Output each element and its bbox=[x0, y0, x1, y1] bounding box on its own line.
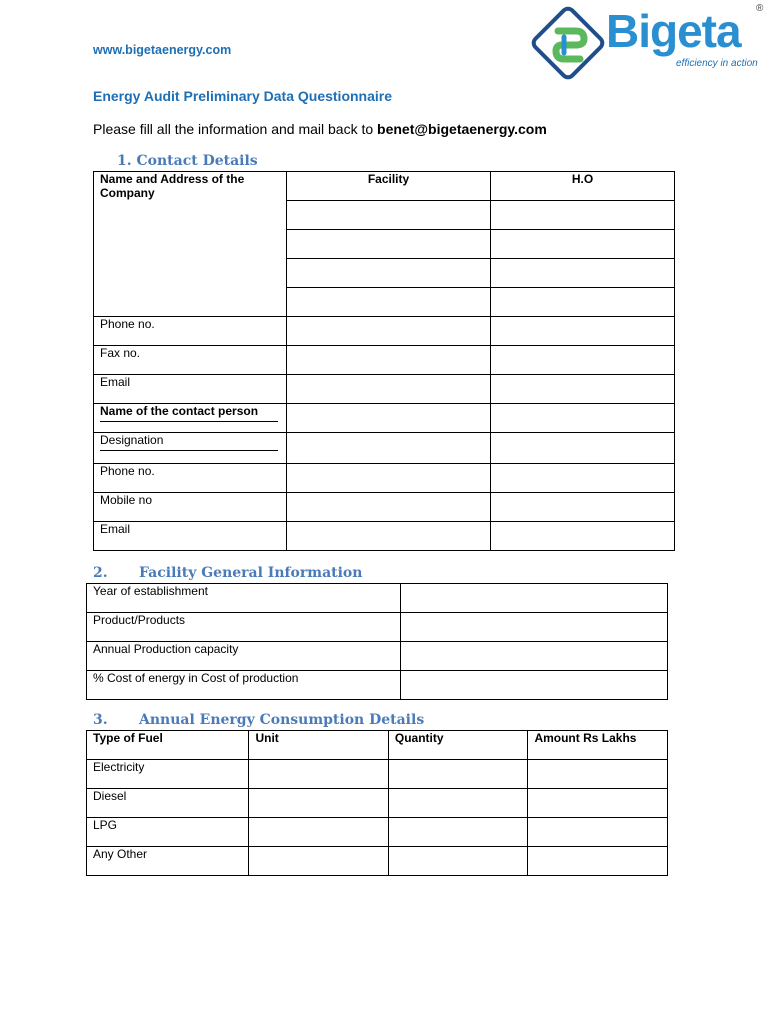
amount-cell[interactable] bbox=[528, 760, 668, 789]
quantity-cell[interactable] bbox=[388, 789, 528, 818]
contact-person-text: Name of the contact person bbox=[100, 404, 278, 422]
year-established-label: Year of establishment bbox=[87, 584, 401, 613]
amount-cell[interactable] bbox=[528, 818, 668, 847]
designation-text: Designation bbox=[100, 433, 278, 451]
contact-person-facility-cell[interactable] bbox=[287, 404, 491, 433]
section-3-title: Annual Energy Consumption Details bbox=[139, 712, 425, 728]
mobile-label: Mobile no bbox=[94, 493, 287, 522]
unit-cell[interactable] bbox=[249, 847, 388, 876]
section-2-title: Facility General Information bbox=[139, 565, 363, 581]
section-1-title: Contact Details bbox=[136, 153, 258, 169]
company-ho-cell[interactable] bbox=[491, 259, 675, 288]
production-capacity-cell[interactable] bbox=[401, 642, 668, 671]
email-ho-cell[interactable] bbox=[491, 375, 675, 404]
production-capacity-label: Annual Production capacity bbox=[87, 642, 401, 671]
contact-email-label: Email bbox=[94, 522, 287, 551]
unit-cell[interactable] bbox=[249, 760, 388, 789]
contact-person-ho-cell[interactable] bbox=[491, 404, 675, 433]
section-3-heading bbox=[93, 712, 424, 728]
company-name-address-label: Name and Address of the Company bbox=[94, 172, 287, 317]
fax-facility-cell[interactable] bbox=[287, 346, 491, 375]
amount-cell[interactable] bbox=[528, 789, 668, 818]
year-established-cell[interactable] bbox=[401, 584, 668, 613]
energy-consumption-table bbox=[86, 730, 668, 876]
bigeta-logo bbox=[528, 3, 768, 89]
section-3-number: 3. bbox=[93, 712, 108, 728]
contact-person-label bbox=[94, 404, 287, 433]
contact-phone-label: Phone no. bbox=[94, 464, 287, 493]
fuel-other-label: Any Other bbox=[87, 847, 249, 876]
mobile-facility-cell[interactable] bbox=[287, 493, 491, 522]
logo-wordmark: Bigeta bbox=[606, 5, 741, 57]
fuel-electricity-label: Electricity bbox=[87, 760, 249, 789]
company-facility-cell[interactable] bbox=[287, 259, 491, 288]
fax-ho-cell[interactable] bbox=[491, 346, 675, 375]
column-header-facility: Facility bbox=[287, 172, 491, 201]
company-facility-cell[interactable] bbox=[287, 288, 491, 317]
bigeta-logo-icon bbox=[528, 3, 608, 89]
fax-label: Fax no. bbox=[94, 346, 287, 375]
email-label: Email bbox=[94, 375, 287, 404]
designation-label bbox=[94, 433, 287, 464]
company-ho-cell[interactable] bbox=[491, 230, 675, 259]
document-title: Energy Audit Preliminary Data Questionnaire bbox=[93, 88, 393, 104]
fuel-diesel-label: Diesel bbox=[87, 789, 249, 818]
email-facility-cell[interactable] bbox=[287, 375, 491, 404]
fuel-lpg-label: LPG bbox=[87, 818, 249, 847]
amount-cell[interactable] bbox=[528, 847, 668, 876]
designation-ho-cell[interactable] bbox=[491, 433, 675, 464]
products-label: Product/Products bbox=[87, 613, 401, 642]
contact-email-facility-cell[interactable] bbox=[287, 522, 491, 551]
column-header-amount: Amount Rs Lakhs bbox=[528, 731, 668, 760]
section-1-heading bbox=[117, 153, 258, 169]
phone-label: Phone no. bbox=[94, 317, 287, 346]
quantity-cell[interactable] bbox=[388, 847, 528, 876]
contact-details-table bbox=[93, 171, 675, 551]
unit-cell[interactable] bbox=[249, 818, 388, 847]
contact-phone-ho-cell[interactable] bbox=[491, 464, 675, 493]
energy-cost-cell[interactable] bbox=[401, 671, 668, 700]
instruction-lead: Please fill all the information and mail back to bbox=[93, 121, 378, 137]
unit-cell[interactable] bbox=[249, 789, 388, 818]
section-2-heading bbox=[93, 565, 362, 581]
mobile-ho-cell[interactable] bbox=[491, 493, 675, 522]
products-cell[interactable] bbox=[401, 613, 668, 642]
facility-info-table bbox=[86, 583, 668, 700]
company-ho-cell[interactable] bbox=[491, 201, 675, 230]
company-facility-cell[interactable] bbox=[287, 230, 491, 259]
column-header-ho: H.O bbox=[491, 172, 675, 201]
quantity-cell[interactable] bbox=[388, 760, 528, 789]
company-ho-cell[interactable] bbox=[491, 288, 675, 317]
contact-phone-facility-cell[interactable] bbox=[287, 464, 491, 493]
energy-cost-label: % Cost of energy in Cost of production bbox=[87, 671, 401, 700]
contact-email-link[interactable]: benet@bigetaenergy.com bbox=[377, 121, 547, 137]
instruction-text bbox=[93, 121, 547, 137]
phone-ho-cell[interactable] bbox=[491, 317, 675, 346]
column-header-fuel-type: Type of Fuel bbox=[87, 731, 249, 760]
registered-mark: ® bbox=[756, 3, 764, 14]
quantity-cell[interactable] bbox=[388, 818, 528, 847]
company-facility-cell[interactable] bbox=[287, 201, 491, 230]
website-url[interactable]: www.bigetaenergy.com bbox=[93, 43, 232, 57]
designation-facility-cell[interactable] bbox=[287, 433, 491, 464]
section-2-number: 2. bbox=[93, 565, 108, 581]
phone-facility-cell[interactable] bbox=[287, 317, 491, 346]
column-header-quantity: Quantity bbox=[388, 731, 528, 760]
contact-email-ho-cell[interactable] bbox=[491, 522, 675, 551]
section-1-number: 1. bbox=[117, 153, 132, 169]
logo-tagline: efficiency in action bbox=[676, 58, 758, 69]
column-header-unit: Unit bbox=[249, 731, 388, 760]
